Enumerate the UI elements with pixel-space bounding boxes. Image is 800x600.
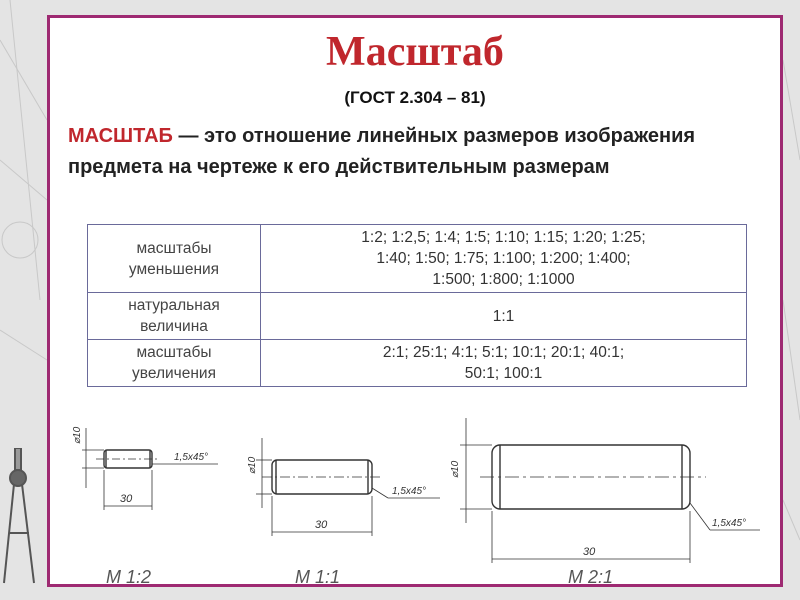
definition-term: МАСШТАБ [68,125,173,147]
length-label: 30 [120,493,133,505]
value-line: 1:2; 1:2,5; 1:4; 1:5; 1:10; 1:15; 1:20; 1:25; [361,229,646,246]
table-row [88,293,747,340]
scale-drawings [50,398,780,588]
value-line: 2:1; 25:1; 4:1; 5:1; 10:1; 20:1; 40:1; [382,344,625,361]
standard-reference: (ГОСТ 2.304 – 81) [344,88,486,107]
diameter-label: ⌀10 [247,456,258,474]
chamfer-label: 1,5x45° [392,486,427,497]
scale-label: M 1:1 [295,567,341,587]
value-line: 1:500; 1:800; 1:1000 [432,271,575,288]
diameter-label: ⌀10 [450,460,461,478]
page-title: Масштаб [326,29,504,75]
definition-body: — это отношение линейных размеров изображения предмета на чертеже к его действительным размерам [68,125,696,178]
chamfer-label: 1,5x45° [174,452,209,463]
slide-frame [47,15,783,587]
row-values [261,340,747,387]
length-label: 30 [315,519,328,531]
row-label: натуральная величина [88,293,261,340]
scales-table [87,224,747,387]
row-label: масштабы увеличения [88,340,261,387]
scale-label: M 2:1 [568,567,614,587]
definition-text [68,121,758,183]
value-line: 1:40; 1:50; 1:75; 1:100; 1:200; 1:400; [376,250,631,267]
row-values [261,293,747,340]
drawing-m-2-1 [460,418,760,563]
length-label: 30 [583,546,596,558]
value-line: 1:1 [492,307,515,325]
chamfer-label: 1,5x45° [712,518,747,529]
table-row [88,225,747,293]
row-values [261,225,747,293]
value-line: 50:1; 100:1 [464,365,543,382]
compass-icon [0,448,42,588]
table-row [88,340,747,387]
scale-label: M 1:2 [106,567,152,587]
diameter-label: ⌀10 [72,426,83,444]
drawing-m-1-2 [82,428,218,510]
row-label: масштабы уменьшения [88,225,261,293]
